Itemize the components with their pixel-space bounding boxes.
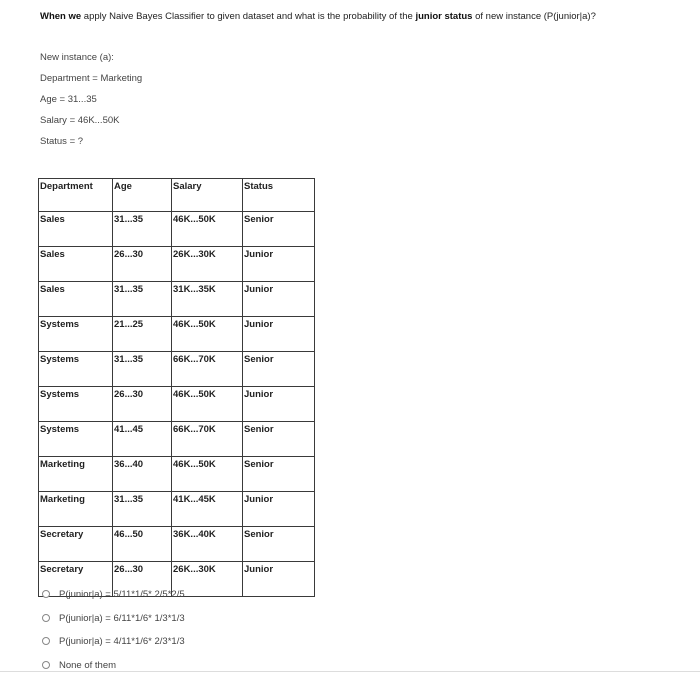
answer-option-label: P(junior|a) = 4/11*1/6* 2/3*1/3 xyxy=(59,635,185,647)
cell-status: Senior xyxy=(243,457,315,492)
divider xyxy=(0,671,700,672)
cell-status: Senior xyxy=(243,422,315,457)
radio-button-icon[interactable] xyxy=(42,637,50,645)
answer-option-1[interactable] xyxy=(42,586,442,602)
table-header-row xyxy=(39,179,315,212)
cell-age: 46...50 xyxy=(113,527,172,562)
cell-age: 21...25 xyxy=(113,317,172,352)
cell-status: Senior xyxy=(243,527,315,562)
table-row xyxy=(39,282,315,317)
cell-salary: 46K...50K xyxy=(172,212,243,247)
cell-salary: 46K...50K xyxy=(172,387,243,422)
cell-age: 31...35 xyxy=(113,352,172,387)
cell-age: 31...35 xyxy=(113,212,172,247)
answer-option-2[interactable] xyxy=(42,610,442,626)
instance-age: Age = 31...35 xyxy=(40,94,97,105)
radio-button-icon[interactable] xyxy=(42,590,50,598)
cell-status: Junior xyxy=(243,247,315,282)
cell-age: 31...35 xyxy=(113,492,172,527)
question-tail: of new instance (P(junior|a)? xyxy=(472,11,596,22)
cell-salary: 46K...50K xyxy=(172,317,243,352)
cell-department: Sales xyxy=(39,282,113,317)
instance-status: Status = ? xyxy=(40,136,84,147)
answer-option-label: P(junior|a) = 6/11*1/6* 1/3*1/3 xyxy=(59,612,185,624)
cell-status: Junior xyxy=(243,492,315,527)
answer-option-label: P(junior|a) = 5/11*1/5* 2/5*2/5 xyxy=(59,588,185,600)
radio-button-icon[interactable] xyxy=(42,661,50,669)
table-row xyxy=(39,457,315,492)
table-row xyxy=(39,212,315,247)
radio-button-icon[interactable] xyxy=(42,614,50,622)
table-row xyxy=(39,387,315,422)
cell-department: Secretary xyxy=(39,562,113,597)
table-row xyxy=(39,527,315,562)
cell-department: Sales xyxy=(39,247,113,282)
cell-status: Junior xyxy=(243,387,315,422)
cell-salary: 46K...50K xyxy=(172,457,243,492)
instance-salary: Salary = 46K...50K xyxy=(40,115,120,126)
cell-age: 26...30 xyxy=(113,387,172,422)
table-row xyxy=(39,317,315,352)
instance-heading: New instance (a): xyxy=(40,52,114,63)
cell-status: Senior xyxy=(243,352,315,387)
header-salary: Salary xyxy=(172,179,243,212)
cell-department: Systems xyxy=(39,387,113,422)
cell-department: Systems xyxy=(39,422,113,457)
question-emphasis: junior status xyxy=(415,11,473,22)
cell-department: Marketing xyxy=(39,492,113,527)
cell-department: Sales xyxy=(39,212,113,247)
cell-salary: 36K...40K xyxy=(172,527,243,562)
table-row xyxy=(39,352,315,387)
question-lead: When we xyxy=(40,11,82,22)
header-department: Department xyxy=(39,179,113,212)
cell-salary: 41K...45K xyxy=(172,492,243,527)
cell-status: Senior xyxy=(243,212,315,247)
cell-salary: 66K...70K xyxy=(172,352,243,387)
header-age: Age xyxy=(113,179,172,212)
cell-age: 26...30 xyxy=(113,562,172,597)
cell-age: 26...30 xyxy=(113,247,172,282)
question-text xyxy=(40,10,680,24)
cell-status: Junior xyxy=(243,562,315,597)
table-row xyxy=(39,247,315,282)
cell-age: 41...45 xyxy=(113,422,172,457)
cell-age: 31...35 xyxy=(113,282,172,317)
question-body: apply Naive Bayes Classifier to given dataset and what is the probability of the xyxy=(81,11,416,22)
answer-option-label: None of them xyxy=(59,659,117,671)
cell-salary: 26K...30K xyxy=(172,562,243,597)
cell-department: Secretary xyxy=(39,527,113,562)
cell-department: Marketing xyxy=(39,457,113,492)
cell-salary: 26K...30K xyxy=(172,247,243,282)
table-row xyxy=(39,422,315,457)
cell-salary: 66K...70K xyxy=(172,422,243,457)
header-status: Status xyxy=(243,179,315,212)
cell-status: Junior xyxy=(243,282,315,317)
cell-department: Systems xyxy=(39,317,113,352)
cell-department: Systems xyxy=(39,352,113,387)
cell-salary: 31K...35K xyxy=(172,282,243,317)
cell-status: Junior xyxy=(243,317,315,352)
table-row xyxy=(39,492,315,527)
answer-option-3[interactable] xyxy=(42,633,442,649)
instance-department: Department = Marketing xyxy=(40,73,143,84)
cell-age: 36...40 xyxy=(113,457,172,492)
dataset-table xyxy=(38,178,315,597)
